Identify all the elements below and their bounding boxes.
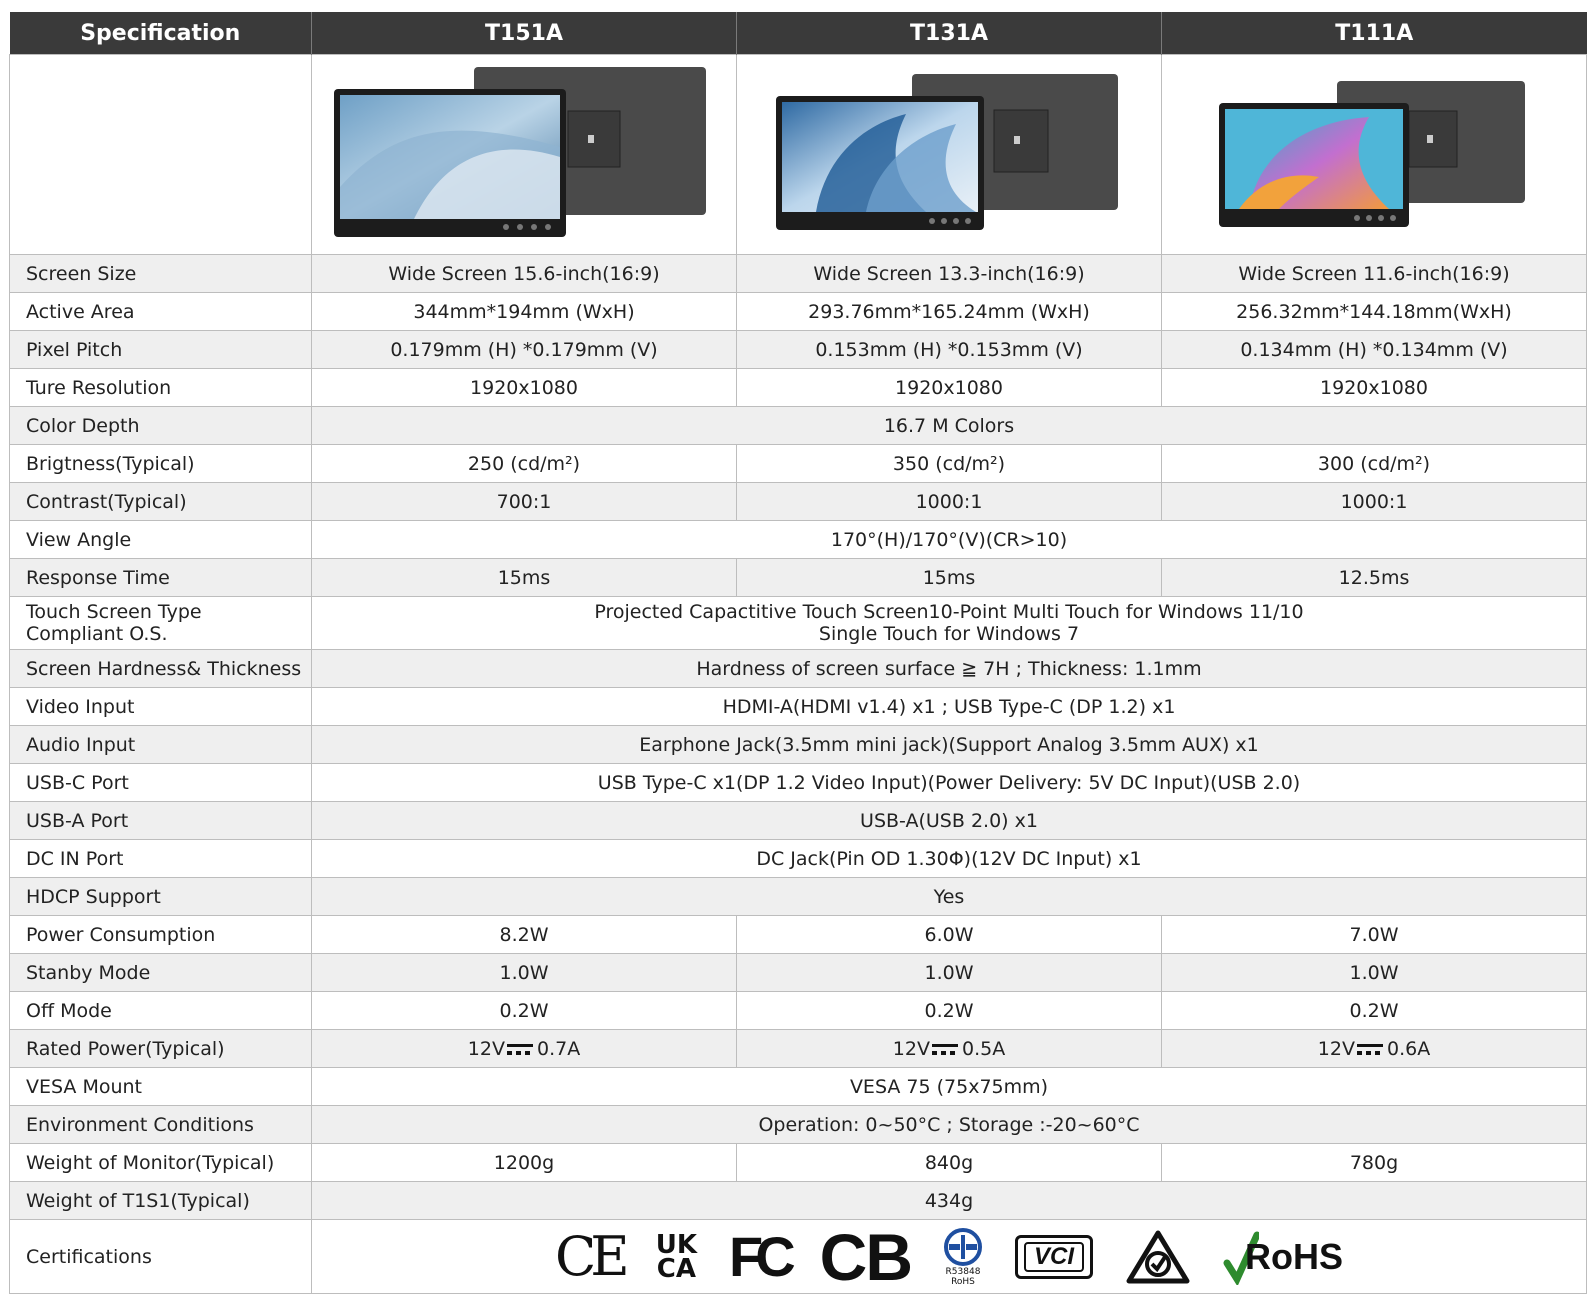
spec-label-text: Off Mode — [26, 999, 112, 1022]
spec-row-usb-c-port — [10, 764, 1587, 802]
spec-row-power-consumption — [10, 916, 1587, 954]
spec-label-text: Color Depth — [26, 414, 140, 437]
spec-label-text: Touch Screen Type — [26, 601, 202, 623]
spec-value-view-angle-all — [312, 521, 1587, 559]
monitor-13-3-image — [776, 74, 1122, 236]
spec-label-power-consumption — [10, 916, 312, 954]
dc-current-icon — [507, 1042, 533, 1056]
spec-value-brigtness-typical-t151a: 250 (cd/m²) — [312, 445, 737, 483]
spec-value-text: 16.7 M Colors — [883, 414, 1015, 437]
spec-value-stanby-mode-t111a: 1.0W — [1162, 954, 1587, 992]
spec-value-pixel-pitch-t151a: 0.179mm (H) *0.179mm (V) — [312, 331, 737, 369]
spec-label-text: Rated Power(Typical) — [26, 1037, 225, 1060]
spec-value-environment-conditions-all — [312, 1106, 1587, 1144]
spec-value-stanby-mode-t131a: 1.0W — [737, 954, 1162, 992]
spec-label-weight-of-t1s1-typical — [10, 1182, 312, 1220]
spec-label-text: Ture Resolution — [26, 376, 172, 399]
spec-row-screen-hardness-thickness — [10, 650, 1587, 688]
header-row — [10, 12, 1587, 55]
spec-value-active-area-t111a: 256.32mm*144.18mm(WxH) — [1162, 293, 1587, 331]
header-model-t111a: T111A — [1162, 12, 1587, 55]
fcc-mark-icon: FC — [729, 1224, 788, 1288]
spec-label-ture-resolution — [10, 369, 312, 407]
spec-label-contrast-typical — [10, 483, 312, 521]
spec-value-power-consumption-t131a: 6.0W — [737, 916, 1162, 954]
spec-table — [9, 12, 1587, 1294]
spec-label-text: USB-C Port — [26, 771, 129, 794]
spec-row-stanby-mode — [10, 954, 1587, 992]
spec-row-weight-of-monitor-typical — [10, 1144, 1587, 1182]
spec-row-active-area — [10, 293, 1587, 331]
spec-label-text: Environment Conditions — [26, 1113, 254, 1136]
spec-label-text: Screen Size — [26, 262, 137, 285]
product-image-row — [10, 55, 1587, 255]
spec-value-weight-of-monitor-typical-t131a: 840g — [737, 1144, 1162, 1182]
spec-value-hdcp-support-all — [312, 878, 1587, 916]
spec-row-video-input — [10, 688, 1587, 726]
spec-label-text: Audio Input — [26, 733, 136, 756]
ce-mark-icon: CE — [554, 1224, 624, 1288]
monitor-15-6-image — [334, 67, 714, 243]
spec-label-text: View Angle — [26, 528, 132, 551]
spec-label-usb-a-port — [10, 802, 312, 840]
spec-label-view-angle — [10, 521, 312, 559]
rcm-mark-icon — [1125, 1229, 1191, 1285]
spec-value-contrast-typical-t131a: 1000:1 — [737, 483, 1162, 521]
spec-row-off-mode — [10, 992, 1587, 1030]
spec-value-text-2: Single Touch for Windows 7 — [818, 623, 1080, 645]
spec-value-response-time-t111a: 12.5ms — [1162, 559, 1587, 597]
header-specification: Specification — [10, 12, 312, 55]
spec-label-vesa-mount — [10, 1068, 312, 1106]
spec-value-text: 434g — [924, 1189, 974, 1212]
spec-row-certifications — [10, 1220, 1587, 1294]
spec-row-vesa-mount — [10, 1068, 1587, 1106]
spec-value-weight-of-monitor-typical-t111a: 780g — [1162, 1144, 1587, 1182]
spec-label-off-mode — [10, 992, 312, 1030]
spec-label-text: HDCP Support — [26, 885, 161, 908]
rated-voltage: 12V — [467, 1037, 505, 1060]
spec-row-screen-size — [10, 255, 1587, 293]
spec-value-ture-resolution-t131a: 1920x1080 — [737, 369, 1162, 407]
spec-value-rated-power-typical-t151a — [312, 1030, 737, 1068]
spec-value-usb-c-port-all — [312, 764, 1587, 802]
spec-value-rated-power-typical-t131a — [737, 1030, 1162, 1068]
rohs-mark-icon: RoHS — [1223, 1229, 1343, 1285]
cb-mark-icon: CB — [819, 1219, 911, 1294]
spec-row-audio-input — [10, 726, 1587, 764]
spec-value-off-mode-t111a: 0.2W — [1162, 992, 1587, 1030]
spec-value-stanby-mode-t151a: 1.0W — [312, 954, 737, 992]
spec-value-text: Projected Capactitive Touch Screen10-Point Multi Touch for Windows 11/10 — [594, 601, 1304, 623]
spec-value-text: 170°(H)/170°(V)(CR>10) — [830, 528, 1068, 551]
spec-label-text: Active Area — [26, 300, 135, 323]
spec-value-touch-screen-type-all — [312, 597, 1587, 650]
spec-value-text: Yes — [933, 885, 965, 908]
bsmi-mark-icon: R53848 RoHS — [943, 1227, 983, 1287]
spec-label-audio-input — [10, 726, 312, 764]
ukca-mark-icon: UK CA — [655, 1229, 697, 1284]
spec-row-pixel-pitch — [10, 331, 1587, 369]
vcci-mark-icon: VCI — [1015, 1235, 1093, 1279]
spec-value-screen-size-t131a: Wide Screen 13.3-inch(16:9) — [737, 255, 1162, 293]
spec-value-text: USB-A(USB 2.0) x1 — [860, 809, 1038, 832]
spec-label-screen-size — [10, 255, 312, 293]
spec-value-text: USB Type-C x1(DP 1.2 Video Input)(Power Delivery: 5V DC Input)(USB 2.0) — [597, 771, 1301, 794]
spec-label-text: Pixel Pitch — [26, 338, 123, 361]
rated-voltage: 12V — [892, 1037, 930, 1060]
spec-label-color-depth — [10, 407, 312, 445]
spec-label-dc-in-port — [10, 840, 312, 878]
spec-value-screen-hardness-thickness-all — [312, 650, 1587, 688]
spec-value-text: VESA 75 (75x75mm) — [849, 1075, 1049, 1098]
spec-value-text: DC Jack(Pin OD 1.30Φ)(12V DC Input) x1 — [756, 847, 1142, 870]
product-image-t131a — [737, 55, 1162, 255]
spec-value-text: Operation: 0~50°C ; Storage :-20~60°C — [758, 1113, 1140, 1136]
spec-label-stanby-mode — [10, 954, 312, 992]
spec-label-text: DC IN Port — [26, 847, 124, 870]
spec-value-ture-resolution-t151a: 1920x1080 — [312, 369, 737, 407]
spec-value-vesa-mount-all — [312, 1068, 1587, 1106]
spec-row-ture-resolution — [10, 369, 1587, 407]
spec-value-dc-in-port-all — [312, 840, 1587, 878]
spec-value-off-mode-t151a: 0.2W — [312, 992, 737, 1030]
spec-value-response-time-t131a: 15ms — [737, 559, 1162, 597]
rated-current: 0.7A — [536, 1037, 581, 1060]
spec-value-weight-of-t1s1-typical-all — [312, 1182, 1587, 1220]
spec-label-brigtness-typical — [10, 445, 312, 483]
spec-row-response-time — [10, 559, 1587, 597]
dc-current-icon — [1357, 1042, 1383, 1056]
spec-row-touch-screen-type — [10, 597, 1587, 650]
spec-value-active-area-t151a: 344mm*194mm (WxH) — [312, 293, 737, 331]
spec-label-rated-power-typical — [10, 1030, 312, 1068]
spec-value-response-time-t151a: 15ms — [312, 559, 737, 597]
spec-value-pixel-pitch-t111a: 0.134mm (H) *0.134mm (V) — [1162, 331, 1587, 369]
dc-current-icon — [932, 1042, 958, 1056]
spec-value-video-input-all — [312, 688, 1587, 726]
spec-value-power-consumption-t111a: 7.0W — [1162, 916, 1587, 954]
spec-row-hdcp-support — [10, 878, 1587, 916]
spec-value-text: HDMI-A(HDMI v1.4) x1 ; USB Type-C (DP 1.2) x1 — [722, 695, 1176, 718]
spec-value-ture-resolution-t111a: 1920x1080 — [1162, 369, 1587, 407]
empty-cell — [10, 55, 312, 255]
spec-row-usb-a-port — [10, 802, 1587, 840]
spec-value-text: Earphone Jack(3.5mm mini jack)(Support Analog 3.5mm AUX) x1 — [639, 733, 1259, 756]
spec-value-audio-input-all — [312, 726, 1587, 764]
certification-logos — [312, 1220, 1587, 1294]
spec-label-video-input — [10, 688, 312, 726]
spec-row-contrast-typical — [10, 483, 1587, 521]
spec-value-text: Hardness of screen surface ≧ 7H ; Thickness: 1.1mm — [696, 657, 1202, 680]
spec-value-pixel-pitch-t131a: 0.153mm (H) *0.153mm (V) — [737, 331, 1162, 369]
spec-label-text: USB-A Port — [26, 809, 129, 832]
spec-row-environment-conditions — [10, 1106, 1587, 1144]
header-model-t131a: T131A — [737, 12, 1162, 55]
spec-value-contrast-typical-t151a: 700:1 — [312, 483, 737, 521]
spec-value-power-consumption-t151a: 8.2W — [312, 916, 737, 954]
spec-label-active-area — [10, 293, 312, 331]
spec-value-off-mode-t131a: 0.2W — [737, 992, 1162, 1030]
spec-label-environment-conditions — [10, 1106, 312, 1144]
spec-label-touch-screen-type — [10, 597, 312, 650]
spec-value-active-area-t131a: 293.76mm*165.24mm (WxH) — [737, 293, 1162, 331]
rated-current: 0.6A — [1386, 1037, 1431, 1060]
spec-value-rated-power-typical-t111a — [1162, 1030, 1587, 1068]
spec-label-text: Weight of Monitor(Typical) — [26, 1151, 275, 1174]
spec-label-text: Stanby Mode — [26, 961, 151, 984]
rated-current: 0.5A — [961, 1037, 1006, 1060]
monitor-11-6-image — [1219, 81, 1529, 229]
spec-row-brigtness-typical — [10, 445, 1587, 483]
spec-label-text: Screen Hardness& Thickness — [26, 657, 302, 680]
spec-value-color-depth-all — [312, 407, 1587, 445]
spec-value-weight-of-monitor-typical-t151a: 1200g — [312, 1144, 737, 1182]
spec-label-text-2: Compliant O.S. — [26, 623, 168, 645]
product-image-t111a — [1162, 55, 1587, 255]
spec-label-response-time — [10, 559, 312, 597]
spec-label-text: Contrast(Typical) — [26, 490, 187, 513]
spec-value-screen-size-t111a: Wide Screen 11.6-inch(16:9) — [1162, 255, 1587, 293]
spec-row-view-angle — [10, 521, 1587, 559]
spec-label-certifications: Certifications — [10, 1220, 312, 1294]
spec-row-dc-in-port — [10, 840, 1587, 878]
header-model-t151a: T151A — [312, 12, 737, 55]
spec-label-pixel-pitch — [10, 331, 312, 369]
spec-label-hdcp-support — [10, 878, 312, 916]
spec-value-contrast-typical-t111a: 1000:1 — [1162, 483, 1587, 521]
spec-value-usb-a-port-all — [312, 802, 1587, 840]
spec-row-color-depth — [10, 407, 1587, 445]
spec-row-rated-power-typical — [10, 1030, 1587, 1068]
spec-label-usb-c-port — [10, 764, 312, 802]
spec-label-text: Response Time — [26, 566, 170, 589]
spec-label-text: Brigtness(Typical) — [26, 452, 195, 475]
spec-label-text: Video Input — [26, 695, 135, 718]
rated-voltage: 12V — [1317, 1037, 1355, 1060]
spec-row-weight-of-t1s1-typical — [10, 1182, 1587, 1220]
product-image-t151a — [312, 55, 737, 255]
spec-label-text: Weight of T1S1(Typical) — [26, 1189, 250, 1212]
spec-label-screen-hardness-thickness — [10, 650, 312, 688]
spec-label-text: VESA Mount — [26, 1075, 143, 1098]
spec-label-weight-of-monitor-typical — [10, 1144, 312, 1182]
spec-value-brigtness-typical-t111a: 300 (cd/m²) — [1162, 445, 1587, 483]
spec-value-screen-size-t151a: Wide Screen 15.6-inch(16:9) — [312, 255, 737, 293]
spec-value-brigtness-typical-t131a: 350 (cd/m²) — [737, 445, 1162, 483]
spec-label-text: Power Consumption — [26, 923, 216, 946]
